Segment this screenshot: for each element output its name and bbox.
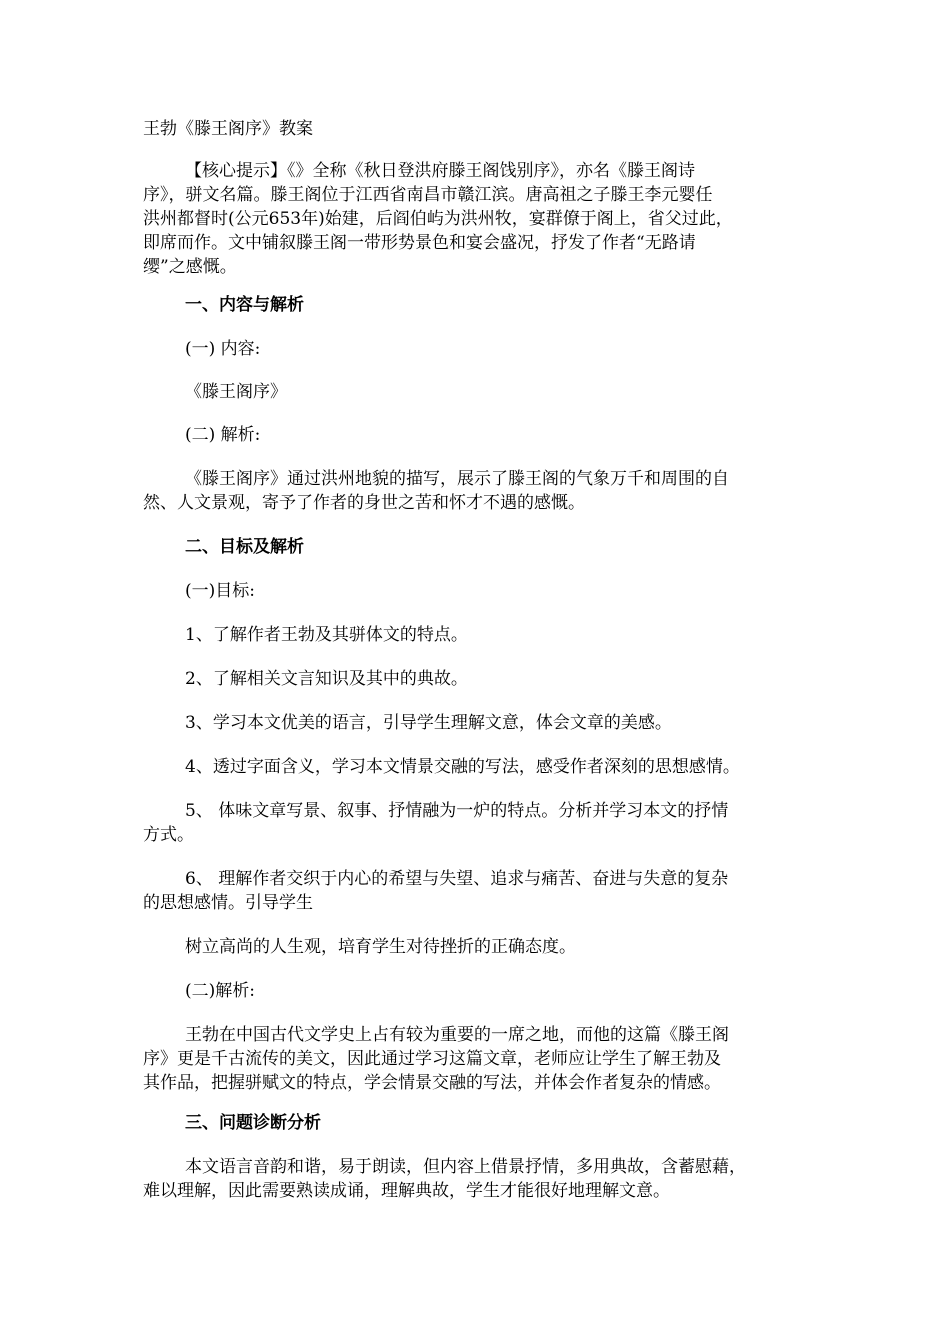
section-heading: 一、内容与解析 (185, 295, 304, 315)
goal-item: 4、透过字面含义，学习本文情景交融的写法，感受作者深刻的思想感情。 (185, 757, 740, 777)
goal-item: 6、 理解作者交织于内心的希望与失望、追求与痛苦、奋进与失意的复杂 (185, 869, 729, 889)
section-heading: 二、目标及解析 (185, 537, 304, 557)
paragraph-line: 难以理解，因此需要熟读成诵，理解典故，学生才能很好地理解文意。 (143, 1181, 670, 1201)
goal-item: 3、学习本文优美的语言，引导学生理解文意，体会文章的美感。 (185, 713, 672, 733)
intro-line: 序》，骈文名篇。滕王阁位于江西省南昌市赣江滨。唐高祖之子滕王李元婴任 (143, 185, 713, 205)
goal-item: 5、 体味文章写景、叙事、抒情融为一炉的特点。分析并学习本文的抒情 (185, 801, 729, 821)
goal-item-continued: 方式。 (143, 825, 194, 845)
subsection-label: (二) 解析: (185, 425, 261, 445)
paragraph-line: 本文语言音韵和谐，易于朗读，但内容上借景抒情，多用典故，含蓄慰藉， (185, 1157, 746, 1177)
paragraph-line: 序》更是千古流传的美文，因此通过学习这篇文章，老师应让学生了解王勃及 (143, 1049, 721, 1069)
subsection-label: (一) 内容: (185, 339, 261, 359)
paragraph-line: 然、人文景观，寄予了作者的身世之苦和怀才不遇的感慨。 (143, 493, 585, 513)
paragraph-line: 《滕王阁序》通过洪州地貌的描写，展示了滕王阁的气象万千和周围的自 (185, 469, 729, 489)
subsection-label: (一)目标: (185, 581, 255, 601)
document-title: 王勃《滕王阁序》教案 (143, 119, 313, 139)
goal-item-continued: 的思想感情。引导学生 (143, 893, 313, 913)
subsection-label: (二)解析: (185, 981, 255, 1001)
intro-line: 【核心提示】《》全称《秋日登洪府滕王阁饯别序》，亦名《滕王阁诗 (185, 161, 695, 181)
goal-item: 2、了解相关文言知识及其中的典故。 (185, 669, 468, 689)
goal-item: 1、了解作者王勃及其骈体文的特点。 (185, 625, 468, 645)
intro-line: 缨”之感慨。 (143, 257, 237, 277)
intro-line: 洪州都督时(公元653年)始建，后阎伯屿为洪州牧，宴群僚于阁上，省父过此， (143, 209, 733, 229)
paragraph-text: 树立高尚的人生观，培育学生对待挫折的正确态度。 (185, 937, 576, 957)
intro-line: 即席而作。文中铺叙滕王阁一带形势景色和宴会盛况，抒发了作者“无路请 (143, 233, 696, 253)
paragraph-line: 王勃在中国古代文学史上占有较为重要的一席之地，而他的这篇《滕王阁 (185, 1025, 729, 1045)
paragraph-line: 其作品，把握骈赋文的特点，学会情景交融的写法，并体会作者复杂的情感。 (143, 1073, 721, 1093)
paragraph-text: 《滕王阁序》 (185, 382, 287, 402)
section-heading: 三、问题诊断分析 (185, 1113, 321, 1133)
